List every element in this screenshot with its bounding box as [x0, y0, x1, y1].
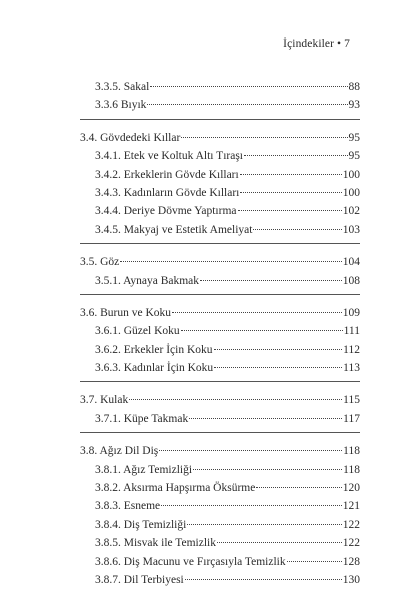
toc-page-number: 117	[343, 412, 360, 425]
dot-leader	[129, 398, 342, 400]
toc-subentry[interactable]	[80, 78, 360, 96]
toc-subentry[interactable]	[80, 341, 360, 359]
toc-section	[80, 304, 360, 383]
toc-subentry[interactable]	[80, 166, 360, 184]
toc-entry[interactable]	[80, 129, 360, 147]
toc-entry-title: 3.5.1. Aynaya Bakmak	[95, 274, 200, 287]
dot-leader	[200, 279, 342, 281]
toc-entry[interactable]	[80, 304, 360, 322]
toc-entry-title: 3.6. Burun ve Koku	[80, 306, 172, 319]
toc-page-number: 121	[342, 500, 360, 513]
toc-subentry[interactable]	[80, 534, 360, 552]
toc-entry-title: 3.4. Gövdedeki Kıllar	[80, 131, 181, 144]
toc-page-number: 103	[342, 223, 360, 236]
toc-entry-title: 3.4.3. Kadınların Gövde Kılları	[95, 186, 240, 199]
toc-page-number: 104	[342, 256, 360, 269]
toc-entry-title: 3.3.6 Bıyık	[95, 99, 147, 112]
dot-leader	[161, 504, 342, 506]
toc-page-number: 93	[348, 99, 360, 112]
toc-page-number: 95	[348, 150, 360, 163]
toc-entry-title: 3.8.2. Aksırma Hapşırma Öksürme	[95, 482, 256, 495]
dot-leader	[150, 85, 347, 87]
dot-leader	[185, 578, 342, 580]
toc-entry-title: 3.6.3. Kadınlar İçin Koku	[95, 362, 214, 375]
toc-subentry[interactable]	[80, 497, 360, 515]
toc-entry[interactable]	[80, 391, 360, 409]
toc-subentry[interactable]	[80, 147, 360, 165]
toc-subentry[interactable]	[80, 516, 360, 534]
toc-entry-title: 3.7.1. Küpe Takmak	[95, 412, 189, 425]
toc-subentry[interactable]	[80, 479, 360, 497]
toc-entry-title: 3.5. Göz	[80, 256, 120, 269]
toc-entry-title: 3.7. Kulak	[80, 394, 129, 407]
toc-entry-title: 3.8.6. Diş Macunu ve Fırçasıyla Temizlik	[95, 555, 286, 568]
toc-entry-title: 3.3.5. Sakal	[95, 81, 150, 93]
toc-section	[80, 78, 360, 120]
dot-leader	[238, 209, 342, 211]
toc-section	[80, 253, 360, 295]
toc-subentry[interactable]	[80, 221, 360, 239]
toc-entry-title: 3.8.5. Misvak ile Temizlik	[95, 537, 216, 550]
toc-subentry[interactable]	[80, 272, 360, 290]
toc-page-number: 115	[343, 394, 360, 407]
toc-entry-title: 3.8.1. Ağız Temizliği	[95, 463, 193, 476]
toc-page-number: 100	[342, 186, 360, 199]
table-of-contents	[80, 78, 360, 602]
dot-leader	[253, 228, 341, 230]
toc-page-number: 100	[342, 168, 360, 181]
toc-entry-title: 3.4.5. Makyaj ve Estetik Ameliyat	[95, 223, 253, 236]
dot-leader	[189, 417, 342, 419]
toc-subentry[interactable]	[80, 410, 360, 428]
toc-page-number: 95	[348, 131, 360, 144]
toc-page-number: 130	[342, 573, 360, 586]
toc-page-number: 102	[342, 205, 360, 218]
toc-page-number: 122	[342, 537, 360, 550]
toc-section	[80, 129, 360, 244]
toc-subentry[interactable]	[80, 322, 360, 340]
toc-page-number: 111	[343, 325, 360, 338]
toc-page-number: 118	[343, 463, 360, 476]
toc-page-number: 128	[342, 555, 360, 568]
toc-entry-title: 3.4.2. Erkeklerin Gövde Kılları	[95, 168, 239, 181]
dot-leader	[244, 154, 348, 156]
toc-entry-title: 3.8.4. Diş Temizliği	[95, 518, 187, 531]
toc-page-number: 113	[343, 362, 360, 375]
toc-subentry[interactable]	[80, 202, 360, 220]
toc-entry[interactable]	[80, 253, 360, 271]
dot-leader	[120, 260, 341, 262]
dot-leader	[214, 366, 342, 368]
toc-page-number: 88	[348, 81, 360, 93]
dot-leader	[214, 348, 343, 350]
toc-section	[80, 391, 360, 433]
dot-leader	[147, 103, 347, 105]
toc-entry-title: 3.8. Ağız Dil Diş	[80, 445, 159, 458]
toc-subentry[interactable]	[80, 359, 360, 377]
toc-section	[80, 442, 360, 593]
toc-page-number: 122	[342, 518, 360, 531]
dot-leader	[240, 191, 341, 193]
toc-entry-title: 3.8.7. Dil Terbiyesi	[95, 573, 184, 586]
toc-subentry[interactable]	[80, 461, 360, 479]
dot-leader	[181, 329, 343, 331]
toc-page-number: 112	[343, 343, 360, 356]
dot-leader	[193, 468, 342, 470]
toc-entry[interactable]	[80, 442, 360, 460]
toc-page-number: 108	[342, 274, 360, 287]
toc-page-number: 120	[342, 482, 360, 495]
toc-entry-title: 3.4.1. Etek ve Koltuk Altı Tıraşı	[95, 150, 243, 163]
dot-leader	[159, 449, 342, 451]
dot-leader	[181, 136, 347, 138]
page-header: İçindekiler • 7	[283, 38, 350, 50]
toc-subentry[interactable]	[80, 96, 360, 114]
dot-leader	[217, 541, 342, 543]
toc-entry-title: 3.6.2. Erkekler İçin Koku	[95, 343, 213, 356]
toc-subentry[interactable]	[80, 553, 360, 571]
toc-entry-title: 3.4.4. Deriye Dövme Yaptırma	[95, 205, 237, 218]
dot-leader	[187, 523, 341, 525]
toc-page-number: 109	[342, 306, 360, 319]
toc-entry-title: 3.8.3. Esneme	[95, 500, 161, 513]
dot-leader	[240, 173, 342, 175]
toc-entry-title: 3.6.1. Güzel Koku	[95, 325, 180, 338]
dot-leader	[256, 486, 341, 488]
dot-leader	[172, 311, 342, 313]
dot-leader	[287, 560, 342, 562]
toc-subentry[interactable]	[80, 184, 360, 202]
toc-page-number: 118	[343, 445, 360, 458]
